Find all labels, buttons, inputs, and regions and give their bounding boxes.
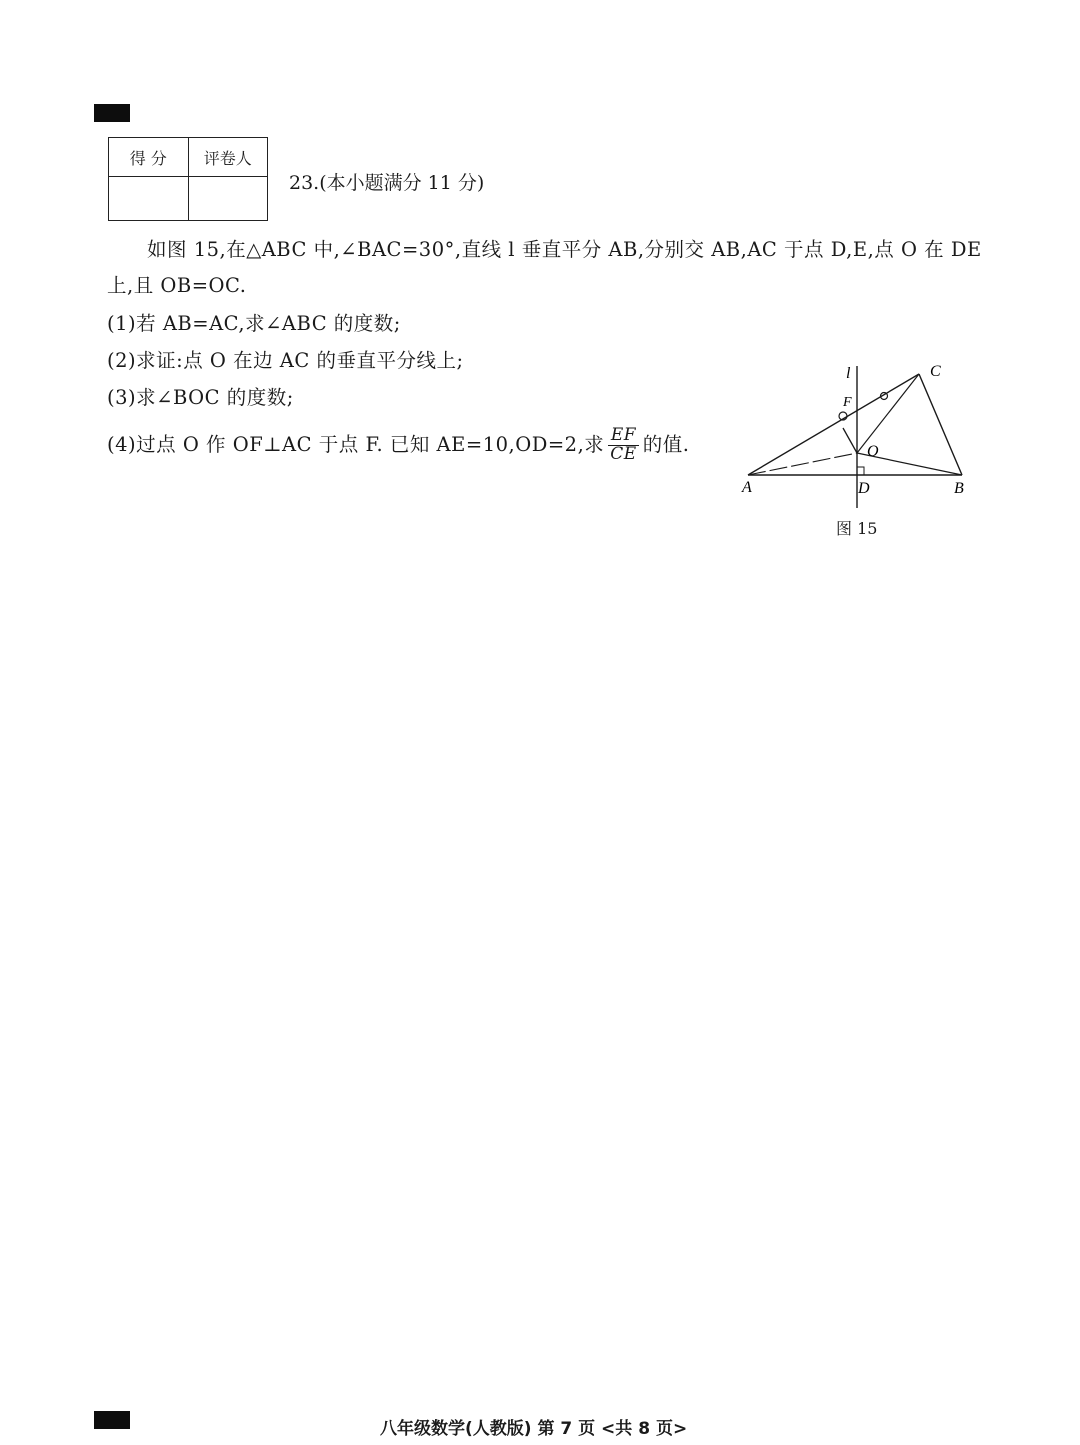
question-part-4 bbox=[107, 427, 689, 464]
label-l: l bbox=[846, 365, 851, 382]
label-b: B bbox=[954, 480, 964, 497]
grader-cell[interactable] bbox=[188, 177, 268, 221]
geometry-figure bbox=[730, 356, 990, 516]
fraction-numerator: EF bbox=[608, 427, 638, 446]
segment-bc bbox=[919, 374, 962, 475]
label-o: O bbox=[867, 443, 879, 460]
question-part-1: (1)若 AB=AC,求∠ABC 的度数; bbox=[107, 312, 401, 335]
fraction-denominator: CE bbox=[610, 443, 637, 464]
question-stem-line2: 上,且 OB=OC. bbox=[107, 274, 247, 297]
score-table bbox=[108, 137, 268, 221]
label-d: D bbox=[858, 480, 870, 497]
label-c: C bbox=[930, 363, 941, 380]
segment-of bbox=[843, 428, 857, 453]
figure-caption: 图 15 bbox=[836, 519, 878, 538]
question-part-3: (3)求∠BOC 的度数; bbox=[107, 386, 294, 409]
question-part-2: (2)求证:点 O 在边 AC 的垂直平分线上; bbox=[107, 349, 464, 372]
label-f: F bbox=[843, 395, 852, 410]
part4-suffix: 的值. bbox=[642, 432, 690, 456]
score-cell[interactable] bbox=[109, 177, 189, 221]
segment-oa bbox=[748, 453, 857, 475]
segment-oc bbox=[857, 374, 919, 453]
alignment-mark-bottom bbox=[94, 1411, 130, 1429]
grader-header: 评卷人 bbox=[188, 138, 268, 177]
question-stem-line1: 如图 15,在△ABC 中,∠BAC=30°,直线 l 垂直平分 AB,分别交 AB,AC 于点 D,E,点 O 在 DE bbox=[147, 238, 982, 261]
fraction-ef-over-ce bbox=[608, 427, 638, 464]
alignment-mark-top bbox=[94, 104, 130, 122]
label-a: A bbox=[742, 479, 752, 496]
right-angle-mark bbox=[857, 467, 864, 475]
question-title: 23.(本小题满分 11 分) bbox=[289, 172, 485, 194]
part4-prefix: (4)过点 O 作 OF⊥AC 于点 F. 已知 AE=10,OD=2,求 bbox=[107, 432, 605, 456]
page-footer: 八年级数学(人教版) 第 7 页 <共 8 页> bbox=[380, 1419, 688, 1439]
score-header: 得 分 bbox=[109, 138, 189, 177]
segment-ac bbox=[748, 374, 919, 475]
